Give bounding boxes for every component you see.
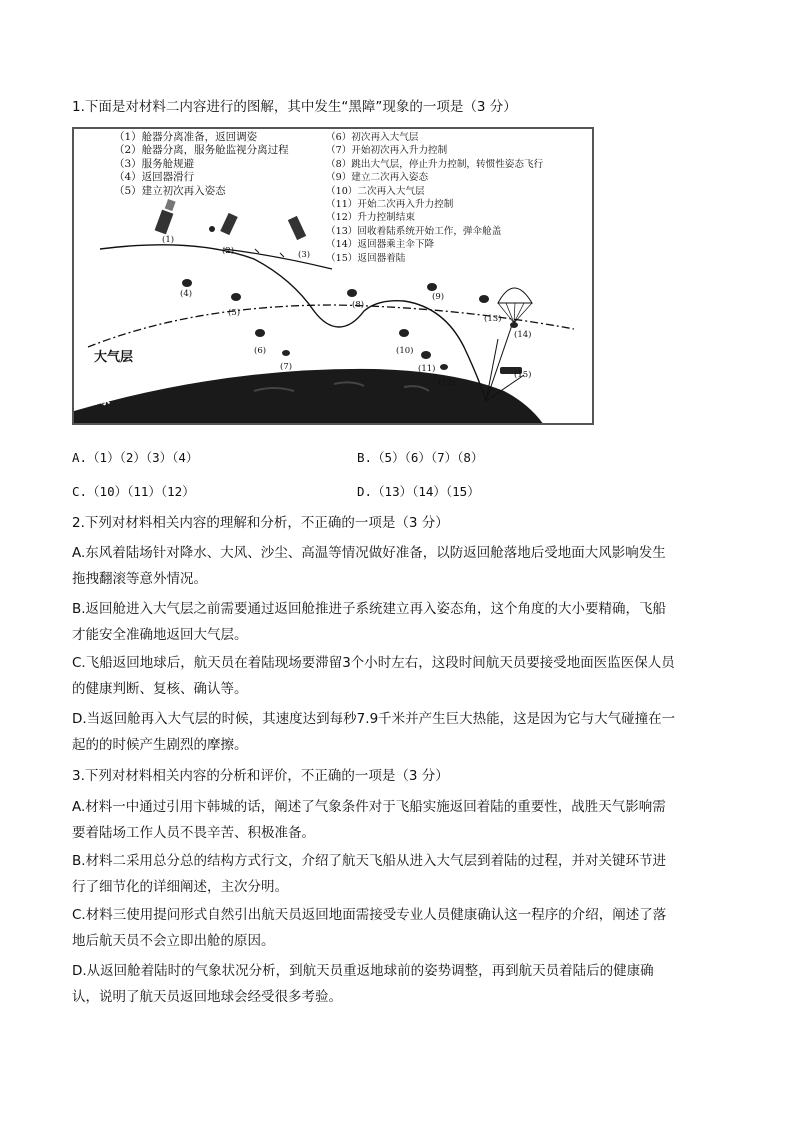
q2-option-c[interactable]: C.飞船返回地球后，航天员在着陆现场要滞留3个小时左右，这段时间航天员要接受地面医监医保人员的健康判断、复核、确认等。 bbox=[72, 655, 675, 697]
q2-option-b[interactable]: B.返回舱进入大气层之前需要通过返回舱推进子系统建立再入姿态角，这个角度的大小要精确，飞船才能安全准确地返回大气层。 bbox=[72, 601, 667, 643]
q2-option-a[interactable]: A.东风着陆场针对降水、大风、沙尘、高温等情况做好准备，以防返回舱落地后受地面大风影响发生拖拽翻滚等意外情况。 bbox=[72, 545, 666, 587]
marker-12: (12) bbox=[438, 378, 456, 388]
marker-8: (8) bbox=[352, 300, 365, 310]
spacecraft-2-icon bbox=[209, 213, 238, 235]
legend-left bbox=[114, 131, 289, 198]
legend-item: （8）跳出大气层，停止升力控制，转惯性姿态飞行 bbox=[326, 158, 544, 170]
marker-13: (13) bbox=[484, 314, 502, 324]
legend-item: （11）开始二次再入升力控制 bbox=[326, 198, 454, 210]
legend-item: （13）回收着陆系统开始工作，弹伞舱盖 bbox=[326, 225, 502, 237]
legend-item: （12）升力控制结束 bbox=[326, 212, 415, 224]
marker-3: (3) bbox=[298, 250, 311, 260]
legend-item: （2）舱器分离，服务舱监视分离过程 bbox=[114, 144, 289, 157]
question-1-title: 1.下面是对材料二内容进行的图解，其中发生“黑障”现象的一项是（3 分） bbox=[72, 99, 517, 115]
legend-item: （3）服务舱规避 bbox=[114, 157, 195, 170]
legend-right bbox=[326, 131, 543, 265]
q3-option-b[interactable]: B.材料二采用总分总的结构方式行文，介绍了航天飞船从进入大气层到着陆的过程，并对关键环节进行了细节化的详细阐述，主次分明。 bbox=[72, 853, 667, 895]
marker-10: (10) bbox=[396, 346, 414, 356]
spacecraft-3-icon bbox=[288, 216, 306, 240]
marker-11: (11) bbox=[418, 364, 436, 374]
marker-4: (4) bbox=[180, 289, 193, 299]
marker-2: (2) bbox=[222, 246, 235, 256]
marker-14: (14) bbox=[514, 330, 532, 340]
q3-option-a[interactable]: A.材料一中通过引用卞韩城的话，阐述了气象条件对于飞船实施返回着陆的重要性，战胜天气影响需要着陆场工作人员不畏辛苦、积极准备。 bbox=[72, 799, 666, 841]
q2-option-d[interactable]: D.当返回舱再入大气层的时候，其速度达到每秒7.9千米并产生巨大热能，这是因为它与大气碰撞在一起的的时候产生剧烈的摩擦。 bbox=[72, 711, 676, 753]
earth-label: 地球 bbox=[84, 393, 111, 408]
marker-1: (1) bbox=[162, 235, 175, 245]
q1-option-b[interactable]: B.（5）（6）（7）（8） bbox=[357, 450, 484, 465]
question-2-title: 2.下列对材料相关内容的理解和分析，不正确的一项是（3 分） bbox=[72, 515, 449, 531]
legend-item: （10）二次再入大气层 bbox=[326, 185, 425, 197]
marker-7: (7) bbox=[280, 362, 293, 372]
marker-9: (9) bbox=[432, 292, 445, 302]
capsule-icons bbox=[182, 279, 522, 374]
reentry-diagram bbox=[72, 127, 594, 425]
marker-5: (5) bbox=[228, 308, 241, 318]
legend-item: （4）返回器滑行 bbox=[114, 171, 195, 184]
legend-item: （6）初次再入大气层 bbox=[326, 132, 419, 143]
legend-item: （15）返回器着陆 bbox=[326, 252, 406, 264]
q3-option-c[interactable]: C.材料三使用提问形式自然引出航天员返回地面需接受专业人员健康确认这一程序的介绍，阐述了落地后航天员不会立即出舱的原因。 bbox=[72, 907, 667, 949]
q1-option-a[interactable]: A.（1）（2）（3）（4） bbox=[72, 450, 199, 465]
atmosphere-label: 大气层 bbox=[94, 350, 134, 365]
parachute-icon bbox=[498, 288, 532, 328]
earth-shape bbox=[74, 369, 544, 425]
question-3-title: 3.下列对材料相关内容的分析和评价，不正确的一项是（3 分） bbox=[72, 768, 449, 784]
legend-item: （9）建立二次再入姿态 bbox=[326, 172, 429, 184]
q3-option-d[interactable]: D.从返回舱着陆时的气象状况分析，到航天员重返地球前的姿势调整，再到航天员着陆后的健康确认，说明了航天员返回地球会经受很多考验。 bbox=[72, 963, 654, 1005]
marker-15: (15) bbox=[514, 370, 532, 380]
marker-6: (6) bbox=[254, 346, 267, 356]
spacecraft-1-icon bbox=[155, 199, 176, 234]
legend-item: （1）舱器分离准备，返回调姿 bbox=[114, 131, 258, 143]
q1-option-d[interactable]: D.（13）（14）（15） bbox=[357, 484, 480, 499]
legend-item: （7）开始初次再入升力控制 bbox=[326, 145, 448, 157]
q1-option-c[interactable]: C.（10）（11）（12） bbox=[72, 484, 195, 499]
legend-item: （5）建立初次再入姿态 bbox=[114, 184, 226, 197]
legend-item: （14）返回器乘主伞下降 bbox=[326, 239, 435, 251]
